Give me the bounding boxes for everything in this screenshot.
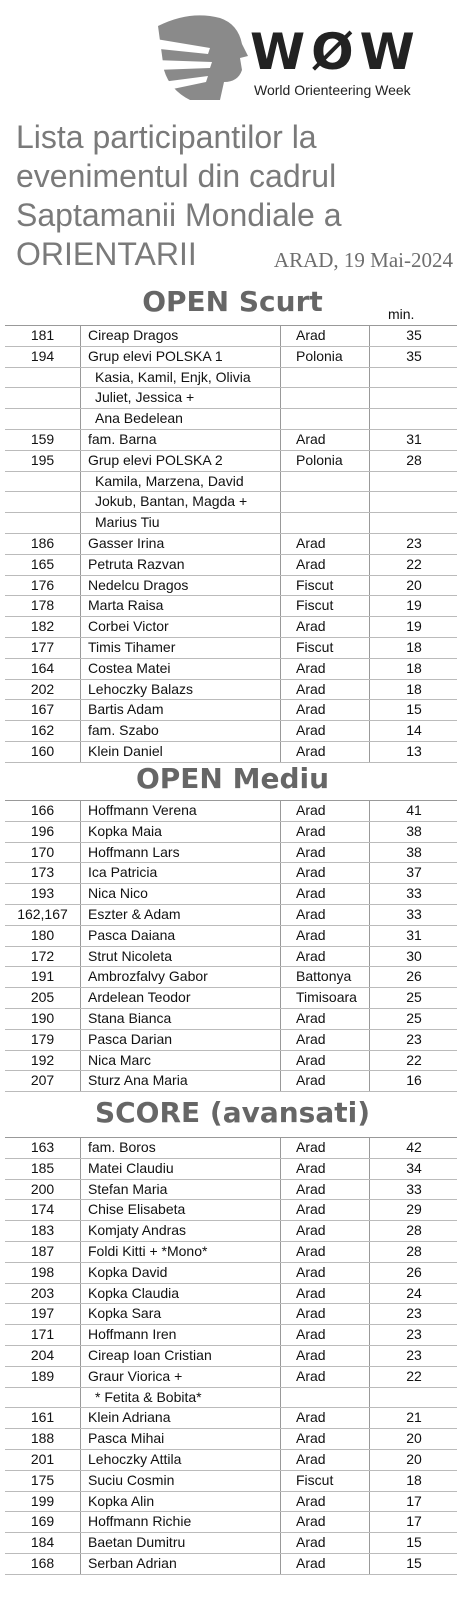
bib-number-cell: 181	[5, 326, 81, 346]
participant-name-cell: fam. Boros	[81, 1138, 281, 1158]
bib-number-cell: 175	[5, 1471, 81, 1491]
participant-name-cell: Kopka Alin	[81, 1492, 281, 1512]
city-cell: Arad	[282, 1221, 370, 1241]
minutes-cell: 22	[406, 1051, 422, 1068]
minutes-cell: 33	[406, 905, 422, 922]
table-row	[5, 1263, 457, 1284]
participant-name-cell: Foldi Kitti + *Mono*	[81, 1242, 281, 1262]
table-row	[5, 884, 457, 905]
city-cell: Arad	[282, 326, 370, 346]
city-cell: Arad	[282, 843, 370, 863]
city-cell: Arad	[282, 801, 370, 821]
minutes-cell: 22	[406, 555, 422, 572]
bib-number-cell: 160	[5, 742, 81, 762]
city-cell: Arad	[282, 947, 370, 967]
table-row	[5, 596, 457, 617]
minutes-cell: 31	[406, 926, 422, 943]
participant-name-cell: Hoffmann Verena	[81, 801, 281, 821]
bib-number-cell: 161	[5, 1408, 81, 1428]
table-row	[5, 1071, 457, 1092]
city-cell: Fiscut	[282, 1471, 370, 1491]
participant-name-cell: Chise Elisabeta	[81, 1200, 281, 1220]
participant-name-cell: Nica Nico	[81, 884, 281, 904]
minutes-cell: 28	[406, 1242, 422, 1259]
bib-number-cell: 207	[5, 1071, 81, 1091]
minutes-cell: 34	[406, 1159, 422, 1176]
participant-name-cell: * Fetita & Bobita*	[81, 1388, 281, 1408]
participant-name-cell: Pasca Daiana	[81, 926, 281, 946]
table-row	[5, 1009, 457, 1030]
city-cell: Arad	[282, 822, 370, 842]
table-row	[5, 1554, 457, 1575]
minutes-column-label: min.	[388, 306, 415, 322]
minutes-cell: 26	[406, 1263, 422, 1280]
city-cell: Polonia	[282, 451, 370, 471]
participant-name-cell: Cireap Ioan Cristian	[81, 1346, 281, 1366]
table-row	[5, 843, 457, 864]
table-row	[5, 451, 457, 472]
minutes-cell: 33	[406, 1180, 422, 1197]
minutes-cell: 18	[406, 638, 422, 655]
minutes-cell: 35	[406, 347, 422, 364]
section-title-score: SCORE (avansati)	[94, 1096, 371, 1129]
table-row	[5, 742, 457, 763]
city-cell: Arad	[282, 680, 370, 700]
table-row	[5, 492, 457, 513]
city-cell: Arad	[282, 742, 370, 762]
city-cell: Fiscut	[282, 596, 370, 616]
bib-number-cell: 196	[5, 822, 81, 842]
city-cell	[282, 409, 370, 429]
city-cell	[282, 388, 370, 408]
logo-wordmark: WØW	[250, 23, 421, 81]
participant-name-cell: Graur Viorica +	[81, 1367, 281, 1387]
minutes-cell: 19	[406, 618, 422, 635]
participant-name-cell: Klein Daniel	[81, 742, 281, 762]
bib-number-cell: 173	[5, 863, 81, 883]
minutes-cell	[371, 1388, 457, 1408]
participant-name-cell: Ardelean Teodor	[81, 988, 281, 1008]
minutes-cell: 41	[406, 802, 422, 818]
city-cell: Arad	[282, 1051, 370, 1071]
minutes-cell	[371, 492, 457, 512]
participant-name-cell: Kopka David	[81, 1263, 281, 1283]
table-row	[5, 347, 457, 368]
minutes-cell: 17	[406, 1513, 422, 1530]
minutes-cell: 18	[406, 659, 422, 676]
participant-name-cell: Strut Nicoleta	[81, 947, 281, 967]
minutes-cell: 31	[406, 430, 422, 447]
minutes-cell: 18	[406, 1471, 422, 1488]
bib-number-cell: 176	[5, 576, 81, 596]
bib-number-cell: 162,167	[5, 905, 81, 925]
participant-name-cell: Sturz Ana Maria	[81, 1071, 281, 1091]
minutes-cell: 13	[406, 742, 422, 759]
table-row	[5, 326, 457, 347]
participant-name-cell: fam. Szabo	[81, 721, 281, 741]
bib-number-cell: 174	[5, 1200, 81, 1220]
table-row	[5, 680, 457, 701]
table-row	[5, 905, 457, 926]
city-cell: Arad	[282, 884, 370, 904]
table-row	[5, 1159, 457, 1180]
score-table	[5, 1137, 457, 1575]
city-cell: Fiscut	[282, 576, 370, 596]
bib-number-cell: 195	[5, 451, 81, 471]
participant-name-cell: Kopka Maia	[81, 822, 281, 842]
minutes-cell: 42	[406, 1139, 422, 1155]
minutes-cell: 26	[406, 968, 422, 985]
document-title: Lista participantilor la evenimentul din cadrul Saptamanii Mondiale a ORIENTARII	[16, 119, 342, 272]
table-row	[5, 638, 457, 659]
city-cell: Fiscut	[282, 638, 370, 658]
city-cell: Arad	[282, 863, 370, 883]
minutes-cell: 23	[406, 534, 422, 551]
bib-number-cell: 162	[5, 721, 81, 741]
table-row	[5, 1304, 457, 1325]
bib-number-cell	[5, 1388, 81, 1408]
minutes-cell: 24	[406, 1284, 422, 1301]
city-cell	[282, 1388, 370, 1408]
participant-name-cell: Serban Adrian	[81, 1554, 281, 1574]
participant-name-cell: Cireap Dragos	[81, 326, 281, 346]
bib-number-cell: 203	[5, 1284, 81, 1304]
city-cell: Arad	[282, 1159, 370, 1179]
city-cell	[282, 368, 370, 388]
minutes-cell: 20	[406, 1450, 422, 1467]
city-cell: Arad	[282, 1367, 370, 1387]
bib-number-cell: 190	[5, 1009, 81, 1029]
bib-number-cell: 168	[5, 1554, 81, 1574]
table-row	[5, 388, 457, 409]
bib-number-cell: 197	[5, 1304, 81, 1324]
bib-number-cell: 172	[5, 947, 81, 967]
table-row	[5, 1367, 457, 1388]
table-row	[5, 1346, 457, 1367]
participant-name-cell: Jokub, Bantan, Magda +	[81, 492, 281, 512]
table-row	[5, 513, 457, 534]
minutes-cell: 23	[406, 1030, 422, 1047]
table-row	[5, 430, 457, 451]
city-cell: Arad	[282, 1138, 370, 1158]
table-row	[5, 368, 457, 389]
minutes-cell: 15	[406, 701, 422, 718]
participant-name-cell: Hoffmann Lars	[81, 843, 281, 863]
city-cell: Arad	[282, 1284, 370, 1304]
participant-name-cell: Ana Bedelean	[81, 409, 281, 429]
participant-name-cell: Juliet, Jessica +	[81, 388, 281, 408]
bib-number-cell: 163	[5, 1138, 81, 1158]
participant-name-cell: Stefan Maria	[81, 1180, 281, 1200]
minutes-cell: 20	[406, 1430, 422, 1447]
bib-number-cell: 192	[5, 1051, 81, 1071]
table-row	[5, 1051, 457, 1072]
participant-name-cell: Pasca Mihai	[81, 1429, 281, 1449]
city-cell: Arad	[282, 1200, 370, 1220]
city-cell: Arad	[282, 1512, 370, 1532]
bib-number-cell	[5, 409, 81, 429]
bib-number-cell: 205	[5, 988, 81, 1008]
city-cell: Arad	[282, 905, 370, 925]
place-date: ARAD, 19 Mai-2024	[273, 248, 453, 272]
city-cell: Arad	[282, 1325, 370, 1345]
bib-number-cell: 200	[5, 1180, 81, 1200]
head-profile-logo-icon	[150, 8, 250, 104]
participant-name-cell: Hoffmann Richie	[81, 1512, 281, 1532]
participant-name-cell: Matei Claudiu	[81, 1159, 281, 1179]
minutes-cell	[371, 409, 457, 429]
minutes-cell: 16	[406, 1072, 422, 1089]
table-row	[5, 947, 457, 968]
table-row	[5, 967, 457, 988]
table-row	[5, 822, 457, 843]
minutes-cell: 29	[406, 1201, 422, 1218]
minutes-cell: 38	[406, 822, 422, 839]
participant-name-cell: Ica Patricia	[81, 863, 281, 883]
bib-number-cell: 178	[5, 596, 81, 616]
participant-name-cell: Baetan Dumitru	[81, 1533, 281, 1553]
minutes-cell: 17	[406, 1492, 422, 1509]
city-cell: Arad	[282, 1429, 370, 1449]
minutes-cell: 21	[406, 1409, 422, 1426]
city-cell: Arad	[282, 926, 370, 946]
city-cell: Polonia	[282, 347, 370, 367]
table-row	[5, 1533, 457, 1554]
table-row	[5, 409, 457, 430]
table-row	[5, 863, 457, 884]
bib-number-cell: 191	[5, 967, 81, 987]
bib-number-cell	[5, 513, 81, 533]
table-row	[5, 617, 457, 638]
table-row	[5, 1200, 457, 1221]
table-row	[5, 1030, 457, 1051]
city-cell: Arad	[282, 1180, 370, 1200]
table-row	[5, 1284, 457, 1305]
minutes-cell	[371, 388, 457, 408]
minutes-cell: 30	[406, 947, 422, 964]
participant-name-cell: Marius Tiu	[81, 513, 281, 533]
section-title-open-mediu: OPEN Mediu	[135, 762, 330, 795]
bib-number-cell	[5, 472, 81, 492]
table-row	[5, 1471, 457, 1492]
participant-name-cell: Hoffmann Iren	[81, 1325, 281, 1345]
minutes-cell: 33	[406, 885, 422, 902]
bib-number-cell: 194	[5, 347, 81, 367]
city-cell: Arad	[282, 534, 370, 554]
participant-name-cell: Klein Adriana	[81, 1408, 281, 1428]
city-cell: Arad	[282, 1408, 370, 1428]
city-cell: Arad	[282, 721, 370, 741]
table-row	[5, 1138, 457, 1159]
participant-name-cell: Kamila, Marzena, David	[81, 472, 281, 492]
bib-number-cell: 183	[5, 1221, 81, 1241]
table-row	[5, 1388, 457, 1409]
bib-number-cell: 185	[5, 1159, 81, 1179]
wow-logo	[150, 8, 450, 108]
participant-name-cell: Petruta Razvan	[81, 555, 281, 575]
minutes-cell: 28	[406, 451, 422, 468]
table-row	[5, 988, 457, 1009]
participant-name-cell: Grup elevi POLSKA 2	[81, 451, 281, 471]
minutes-cell: 22	[406, 1367, 422, 1384]
table-row	[5, 576, 457, 597]
participant-name-cell: Kopka Sara	[81, 1304, 281, 1324]
table-row	[5, 801, 457, 822]
minutes-cell: 35	[406, 327, 422, 343]
bib-number-cell: 198	[5, 1263, 81, 1283]
bib-number-cell: 188	[5, 1429, 81, 1449]
city-cell: Arad	[282, 1030, 370, 1050]
minutes-cell: 23	[406, 1305, 422, 1322]
minutes-cell: 15	[406, 1554, 422, 1571]
minutes-cell	[371, 513, 457, 533]
table-row	[5, 721, 457, 742]
participant-name-cell: Kasia, Kamil, Enjk, Olivia	[81, 368, 281, 388]
open-scurt-table	[5, 325, 457, 763]
city-cell: Arad	[282, 1304, 370, 1324]
city-cell: Arad	[282, 617, 370, 637]
participant-name-cell: Gasser Irina	[81, 534, 281, 554]
table-row	[5, 659, 457, 680]
minutes-cell: 38	[406, 843, 422, 860]
minutes-cell: 19	[406, 597, 422, 614]
participant-name-cell: Eszter & Adam	[81, 905, 281, 925]
bib-number-cell: 179	[5, 1030, 81, 1050]
participant-name-cell: Pasca Darian	[81, 1030, 281, 1050]
bib-number-cell: 159	[5, 430, 81, 450]
participant-name-cell: Marta Raisa	[81, 596, 281, 616]
city-cell: Arad	[282, 1346, 370, 1366]
city-cell	[282, 492, 370, 512]
participant-name-cell: Costea Matei	[81, 659, 281, 679]
participant-name-cell: Grup elevi POLSKA 1	[81, 347, 281, 367]
participant-name-cell: Ambrozfalvy Gabor	[81, 967, 281, 987]
table-row	[5, 1180, 457, 1201]
participant-name-cell: Bartis Adam	[81, 700, 281, 720]
bib-number-cell	[5, 368, 81, 388]
table-row	[5, 1492, 457, 1513]
bib-number-cell: 167	[5, 700, 81, 720]
participant-name-cell: Lehoczky Balazs	[81, 680, 281, 700]
bib-number-cell: 182	[5, 617, 81, 637]
minutes-cell: 25	[406, 989, 422, 1006]
city-cell: Battonya	[282, 967, 370, 987]
bib-number-cell: 171	[5, 1325, 81, 1345]
minutes-cell: 14	[406, 722, 422, 739]
bib-number-cell: 187	[5, 1242, 81, 1262]
city-cell: Arad	[282, 1450, 370, 1470]
table-row	[5, 1512, 457, 1533]
open-mediu-table	[5, 800, 457, 1092]
bib-number-cell: 180	[5, 926, 81, 946]
table-row	[5, 1450, 457, 1471]
participant-name-cell: Stana Bianca	[81, 1009, 281, 1029]
bib-number-cell: 189	[5, 1367, 81, 1387]
minutes-cell: 23	[406, 1346, 422, 1363]
participant-name-cell: Kopka Claudia	[81, 1284, 281, 1304]
city-cell: Arad	[282, 1554, 370, 1574]
bib-number-cell: 169	[5, 1512, 81, 1532]
bib-number-cell	[5, 388, 81, 408]
participant-name-cell: Timis Tihamer	[81, 638, 281, 658]
table-row	[5, 472, 457, 493]
minutes-cell: 25	[406, 1009, 422, 1026]
city-cell: Arad	[282, 555, 370, 575]
bib-number-cell: 165	[5, 555, 81, 575]
minutes-cell: 37	[406, 864, 422, 881]
table-row	[5, 1242, 457, 1263]
participant-name-cell: fam. Barna	[81, 430, 281, 450]
bib-number-cell: 184	[5, 1533, 81, 1553]
participant-name-cell: Corbei Victor	[81, 617, 281, 637]
bib-number-cell: 201	[5, 1450, 81, 1470]
table-row	[5, 534, 457, 555]
bib-number-cell: 177	[5, 638, 81, 658]
table-row	[5, 1408, 457, 1429]
minutes-cell	[371, 472, 457, 492]
city-cell: Arad	[282, 659, 370, 679]
section-title-open-scurt: OPEN Scurt	[142, 285, 323, 318]
minutes-cell: 18	[406, 680, 422, 697]
minutes-cell	[371, 368, 457, 388]
bib-number-cell: 199	[5, 1492, 81, 1512]
city-cell: Arad	[282, 700, 370, 720]
logo-subtitle: World Orienteering Week	[254, 82, 411, 98]
city-cell: Arad	[282, 1263, 370, 1283]
table-row	[5, 1325, 457, 1346]
minutes-cell: 23	[406, 1326, 422, 1343]
city-cell: Arad	[282, 1492, 370, 1512]
minutes-cell: 20	[406, 576, 422, 593]
city-cell	[282, 472, 370, 492]
city-cell: Arad	[282, 1009, 370, 1029]
participant-name-cell: Nedelcu Dragos	[81, 576, 281, 596]
city-cell: Arad	[282, 430, 370, 450]
bib-number-cell: 170	[5, 843, 81, 863]
minutes-cell: 15	[406, 1534, 422, 1551]
bib-number-cell: 204	[5, 1346, 81, 1366]
minutes-cell: 28	[406, 1222, 422, 1239]
table-row	[5, 700, 457, 721]
bib-number-cell: 202	[5, 680, 81, 700]
table-row	[5, 555, 457, 576]
bib-number-cell	[5, 492, 81, 512]
table-row	[5, 1221, 457, 1242]
participant-name-cell: Suciu Cosmin	[81, 1471, 281, 1491]
city-cell: Arad	[282, 1533, 370, 1553]
bib-number-cell: 186	[5, 534, 81, 554]
table-row	[5, 926, 457, 947]
participant-name-cell: Nica Marc	[81, 1051, 281, 1071]
city-cell: Arad	[282, 1071, 370, 1091]
table-row	[5, 1429, 457, 1450]
city-cell: Timisoara	[282, 988, 370, 1008]
city-cell: Arad	[282, 1242, 370, 1262]
participant-name-cell: Lehoczky Attila	[81, 1450, 281, 1470]
bib-number-cell: 166	[5, 801, 81, 821]
city-cell	[282, 513, 370, 533]
bib-number-cell: 193	[5, 884, 81, 904]
participant-name-cell: Komjaty Andras	[81, 1221, 281, 1241]
bib-number-cell: 164	[5, 659, 81, 679]
